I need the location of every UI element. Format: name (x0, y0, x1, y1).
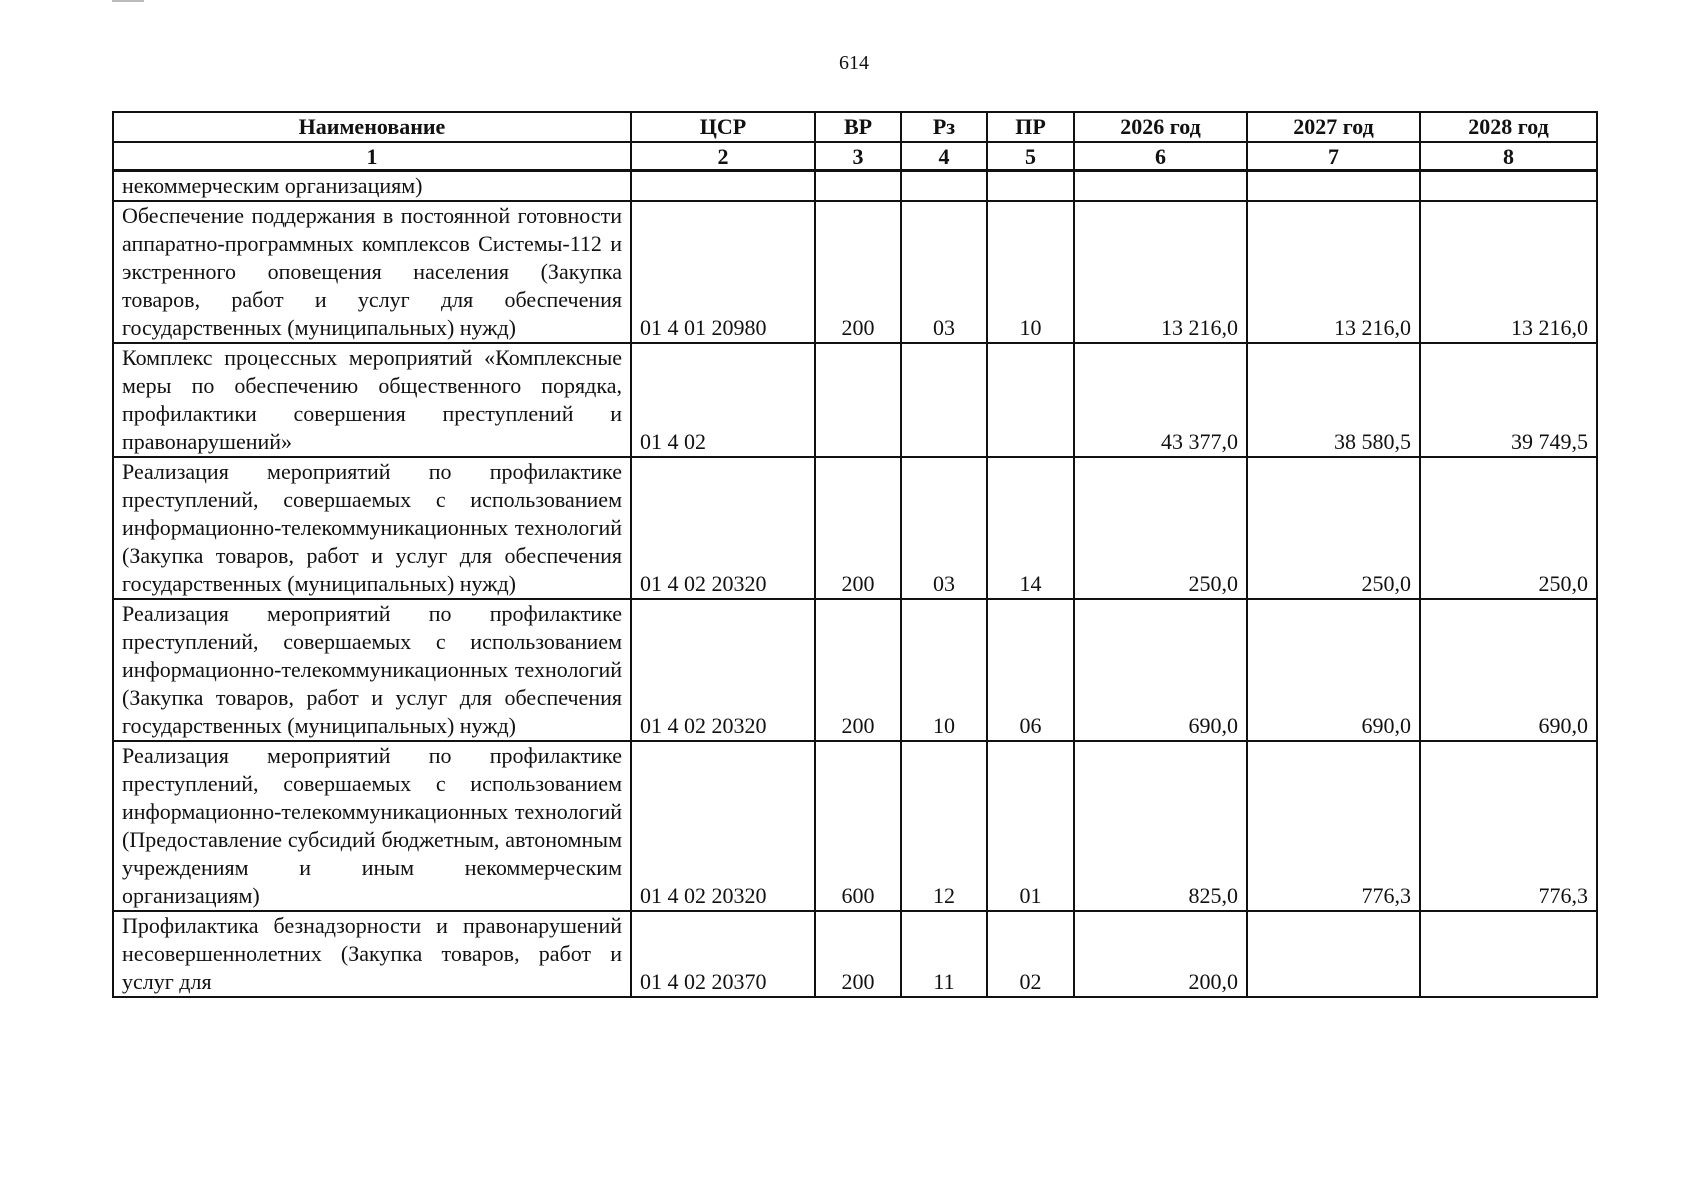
row-pr: 10 (987, 201, 1074, 343)
row-name: некоммерческим организациям) (113, 171, 631, 202)
header-2027: 2027 год (1247, 112, 1420, 142)
row-name: Профилактика безнадзорности и правонарушений несовершеннолетних (Закупка товаров, работ и услуг для (113, 911, 631, 997)
row-amount-2027: 250,0 (1247, 457, 1420, 599)
row-amount-2026: 690,0 (1074, 599, 1247, 741)
row-pr (987, 343, 1074, 457)
column-number: 6 (1074, 142, 1247, 171)
row-amount-2028 (1420, 911, 1597, 997)
header-2028: 2028 год (1420, 112, 1597, 142)
row-rz: 11 (901, 911, 987, 997)
scan-mark-top (112, 0, 144, 2)
header-2026: 2026 год (1074, 112, 1247, 142)
row-rz (901, 171, 987, 202)
header-csr: ЦСР (631, 112, 815, 142)
row-amount-2027: 13 216,0 (1247, 201, 1420, 343)
row-name: Комплекс процессных мероприятий «Комплексные меры по обеспечению общественного порядка, профилактики совершения преступлений и правонарушений» (113, 343, 631, 457)
column-number-row (113, 142, 1597, 171)
column-number: 5 (987, 142, 1074, 171)
row-amount-2027: 38 580,5 (1247, 343, 1420, 457)
row-name: Реализация мероприятий по профилактике преступлений, совершаемых с использованием информационно-телекоммуникационных технологий (Предоставление субсидий бюджетным, автономным учреждениям и иным некоммерческим организациям) (113, 741, 631, 911)
row-vr: 200 (815, 457, 901, 599)
row-name: Обеспечение поддержания в постоянной готовности аппаратно-программных комплексов Системы-112 и экстренного оповещения населения (Закупка товаров, работ и услуг для обеспечения государственных (муниципальных) нужд) (113, 201, 631, 343)
row-amount-2028 (1420, 171, 1597, 202)
row-amount-2026: 250,0 (1074, 457, 1247, 599)
row-csr: 01 4 02 20370 (631, 911, 815, 997)
column-number: 1 (113, 142, 631, 171)
row-amount-2027: 776,3 (1247, 741, 1420, 911)
row-amount-2026: 200,0 (1074, 911, 1247, 997)
row-vr: 200 (815, 599, 901, 741)
row-amount-2026 (1074, 171, 1247, 202)
row-pr: 14 (987, 457, 1074, 599)
row-csr: 01 4 02 20320 (631, 599, 815, 741)
header-vr: ВР (815, 112, 901, 142)
row-rz: 03 (901, 457, 987, 599)
table-row (113, 171, 1597, 202)
column-number: 8 (1420, 142, 1597, 171)
row-pr: 06 (987, 599, 1074, 741)
row-amount-2026: 13 216,0 (1074, 201, 1247, 343)
header-rz: Рз (901, 112, 987, 142)
row-rz (901, 343, 987, 457)
row-pr (987, 171, 1074, 202)
row-vr: 200 (815, 911, 901, 997)
row-csr: 01 4 02 20320 (631, 741, 815, 911)
table-row (113, 911, 1597, 997)
row-amount-2028: 776,3 (1420, 741, 1597, 911)
row-vr: 200 (815, 201, 901, 343)
header-pr: ПР (987, 112, 1074, 142)
table-row (113, 457, 1597, 599)
row-vr (815, 171, 901, 202)
column-number: 7 (1247, 142, 1420, 171)
header-name: Наименование (113, 112, 631, 142)
column-number: 2 (631, 142, 815, 171)
row-rz: 12 (901, 741, 987, 911)
row-csr: 01 4 02 20320 (631, 457, 815, 599)
row-amount-2028: 39 749,5 (1420, 343, 1597, 457)
row-rz: 03 (901, 201, 987, 343)
row-amount-2027: 690,0 (1247, 599, 1420, 741)
budget-table (112, 111, 1598, 998)
row-rz: 10 (901, 599, 987, 741)
table-row (113, 343, 1597, 457)
table-row (113, 741, 1597, 911)
row-amount-2028: 250,0 (1420, 457, 1597, 599)
row-name: Реализация мероприятий по профилактике преступлений, совершаемых с использованием информационно-телекоммуникационных технологий (Закупка товаров, работ и услуг для обеспечения государственных (муниципальных) нужд) (113, 599, 631, 741)
row-name: Реализация мероприятий по профилактике преступлений, совершаемых с использованием информационно-телекоммуникационных технологий (Закупка товаров, работ и услуг для обеспечения государственных (муниципальных) нужд) (113, 457, 631, 599)
row-pr: 02 (987, 911, 1074, 997)
row-amount-2027 (1247, 911, 1420, 997)
column-number: 4 (901, 142, 987, 171)
row-pr: 01 (987, 741, 1074, 911)
row-amount-2026: 825,0 (1074, 741, 1247, 911)
row-amount-2028: 690,0 (1420, 599, 1597, 741)
row-amount-2028: 13 216,0 (1420, 201, 1597, 343)
column-number: 3 (815, 142, 901, 171)
row-amount-2026: 43 377,0 (1074, 343, 1247, 457)
table-row (113, 599, 1597, 741)
row-amount-2027 (1247, 171, 1420, 202)
row-vr: 600 (815, 741, 901, 911)
row-csr (631, 171, 815, 202)
row-csr: 01 4 01 20980 (631, 201, 815, 343)
row-csr: 01 4 02 (631, 343, 815, 457)
page-number: 614 (839, 52, 869, 74)
header-row (113, 112, 1597, 142)
table-row (113, 201, 1597, 343)
row-vr (815, 343, 901, 457)
